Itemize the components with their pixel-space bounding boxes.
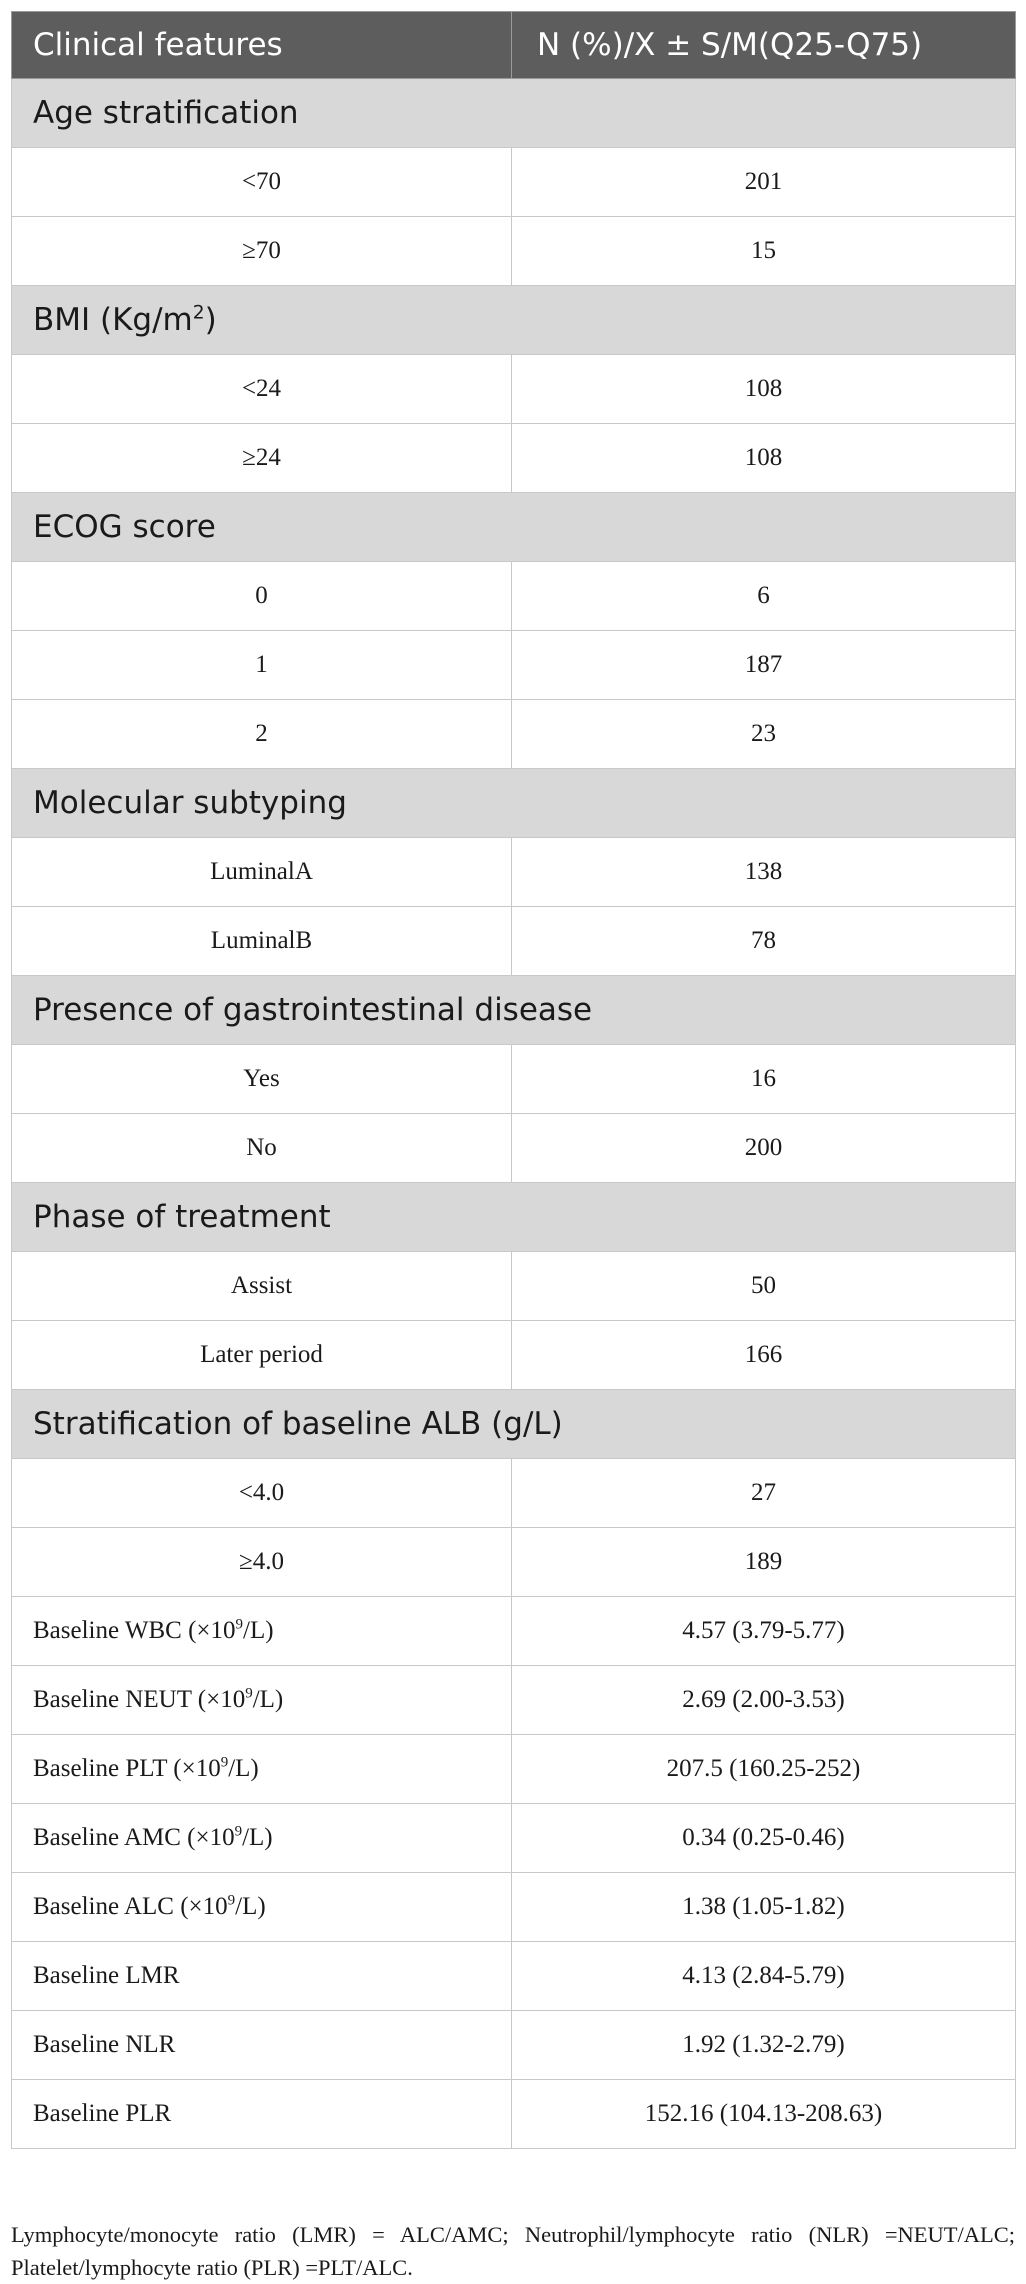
row-label: ≥24 <box>12 424 512 493</box>
lab-label-text: Baseline ALC (×10 <box>33 1893 228 1920</box>
lab-label-unit: /L) <box>228 1755 259 1782</box>
row-value: 16 <box>512 1045 1016 1114</box>
lab-label-text: Baseline AMC (×10 <box>33 1824 235 1851</box>
row-value: 108 <box>512 424 1016 493</box>
table-footnote: Lymphocyte/monocyte ratio (LMR) = ALC/AMC; Neutrophil/lymphocyte ratio (NLR) =NEUT/ALC; Platelet/lymphocyte ratio (PLR) =PLT/ALC. <box>11 2222 1015 2280</box>
table-header-row <box>12 12 1016 79</box>
lab-label-exponent: 9 <box>234 1823 243 1840</box>
section-header-row <box>12 976 1016 1045</box>
lab-value: 2.69 (2.00-3.53) <box>512 1666 1016 1735</box>
section-title <box>12 976 1016 1045</box>
lab-value: 4.13 (2.84-5.79) <box>512 1942 1016 2011</box>
lab-row <box>12 2080 1016 2149</box>
lab-label-text: Baseline WBC (×10 <box>33 1617 236 1644</box>
lab-label <box>12 1873 512 1942</box>
table-row <box>12 424 1016 493</box>
lab-value: 4.57 (3.79-5.77) <box>512 1597 1016 1666</box>
row-value: 78 <box>512 907 1016 976</box>
table-row <box>12 907 1016 976</box>
lab-label <box>12 1666 512 1735</box>
section-title-superscript: 2 <box>192 302 205 324</box>
lab-label <box>12 1804 512 1873</box>
section-title-suffix: ) <box>204 302 217 338</box>
lab-value: 1.38 (1.05-1.82) <box>512 1873 1016 1942</box>
section-title-text: Age stratification <box>33 95 299 131</box>
lab-label <box>12 2011 512 2080</box>
row-label: Later period <box>12 1321 512 1390</box>
row-value: 138 <box>512 838 1016 907</box>
row-value: 187 <box>512 631 1016 700</box>
lab-row <box>12 2011 1016 2080</box>
table-row <box>12 1528 1016 1597</box>
section-title-text: Presence of gastrointestinal disease <box>33 992 593 1028</box>
table-row <box>12 148 1016 217</box>
section-header-row <box>12 286 1016 355</box>
table-row <box>12 700 1016 769</box>
row-label: Assist <box>12 1252 512 1321</box>
lab-row <box>12 1873 1016 1942</box>
lab-label <box>12 1942 512 2011</box>
lab-row <box>12 1735 1016 1804</box>
row-label: Yes <box>12 1045 512 1114</box>
lab-row <box>12 1804 1016 1873</box>
row-label: <4.0 <box>12 1459 512 1528</box>
row-label: 1 <box>12 631 512 700</box>
section-title <box>12 1390 1016 1459</box>
lab-label-exponent: 9 <box>227 1892 236 1909</box>
row-label: ≥4.0 <box>12 1528 512 1597</box>
row-value: 189 <box>512 1528 1016 1597</box>
lab-row <box>12 1597 1016 1666</box>
section-header-row <box>12 769 1016 838</box>
table-row <box>12 562 1016 631</box>
section-title-text: Stratification of baseline ALB (g/L) <box>33 1406 563 1442</box>
lab-value: 0.34 (0.25-0.46) <box>512 1804 1016 1873</box>
section-title-text: Molecular subtyping <box>33 785 347 821</box>
header-clinical-features: Clinical features <box>12 12 512 79</box>
row-value: 50 <box>512 1252 1016 1321</box>
lab-label-exponent: 9 <box>220 1754 229 1771</box>
lab-label <box>12 1597 512 1666</box>
lab-value: 207.5 (160.25-252) <box>512 1735 1016 1804</box>
row-label: 0 <box>12 562 512 631</box>
section-title-text: ECOG score <box>33 509 216 545</box>
row-value: 166 <box>512 1321 1016 1390</box>
lab-label <box>12 2080 512 2149</box>
table-row <box>12 631 1016 700</box>
section-title <box>12 1183 1016 1252</box>
row-value: 201 <box>512 148 1016 217</box>
lab-row <box>12 1666 1016 1735</box>
lab-label-unit: /L) <box>235 1893 266 1920</box>
row-label: <24 <box>12 355 512 424</box>
section-header-row <box>12 79 1016 148</box>
section-header-row <box>12 1183 1016 1252</box>
row-value: 108 <box>512 355 1016 424</box>
section-title-text: Phase of treatment <box>33 1199 331 1235</box>
lab-label-exponent: 9 <box>245 1685 253 1702</box>
section-title-text: BMI (Kg/m <box>33 302 193 338</box>
table-row <box>12 1114 1016 1183</box>
section-title <box>12 79 1016 148</box>
lab-label <box>12 1735 512 1804</box>
row-value: 6 <box>512 562 1016 631</box>
lab-label-text: Baseline NEUT (×10 <box>33 1686 246 1713</box>
table-row <box>12 1321 1016 1390</box>
section-title <box>12 769 1016 838</box>
table-row <box>12 1459 1016 1528</box>
row-value: 200 <box>512 1114 1016 1183</box>
row-label: <70 <box>12 148 512 217</box>
lab-label-unit: /L) <box>243 1617 274 1644</box>
table-row <box>12 838 1016 907</box>
clinical-features-table-container <box>11 11 1015 2149</box>
row-label: LuminalB <box>12 907 512 976</box>
row-value: 15 <box>512 217 1016 286</box>
lab-label-text: Baseline PLR <box>33 2100 172 2127</box>
row-label: LuminalA <box>12 838 512 907</box>
table-row <box>12 1252 1016 1321</box>
lab-label-unit: /L) <box>242 1824 273 1851</box>
section-header-row <box>12 493 1016 562</box>
lab-value: 1.92 (1.32-2.79) <box>512 2011 1016 2080</box>
section-title <box>12 493 1016 562</box>
row-value: 23 <box>512 700 1016 769</box>
row-value: 27 <box>512 1459 1016 1528</box>
section-title <box>12 286 1016 355</box>
section-header-row <box>12 1390 1016 1459</box>
lab-label-text: Baseline PLT (×10 <box>33 1755 221 1782</box>
table-body <box>12 79 1016 2149</box>
row-label: No <box>12 1114 512 1183</box>
header-statistics: N (%)/X ± S/M(Q25-Q75) <box>512 12 1016 79</box>
lab-value: 152.16 (104.13-208.63) <box>512 2080 1016 2149</box>
lab-label-text: Baseline LMR <box>33 1962 180 1989</box>
lab-label-unit: /L) <box>252 1686 284 1713</box>
row-label: ≥70 <box>12 217 512 286</box>
table-row <box>12 355 1016 424</box>
lab-row <box>12 1942 1016 2011</box>
lab-label-exponent: 9 <box>235 1616 244 1633</box>
clinical-features-table <box>11 11 1016 2149</box>
lab-label-text: Baseline NLR <box>33 2031 176 2058</box>
table-row <box>12 1045 1016 1114</box>
table-row <box>12 217 1016 286</box>
row-label: 2 <box>12 700 512 769</box>
